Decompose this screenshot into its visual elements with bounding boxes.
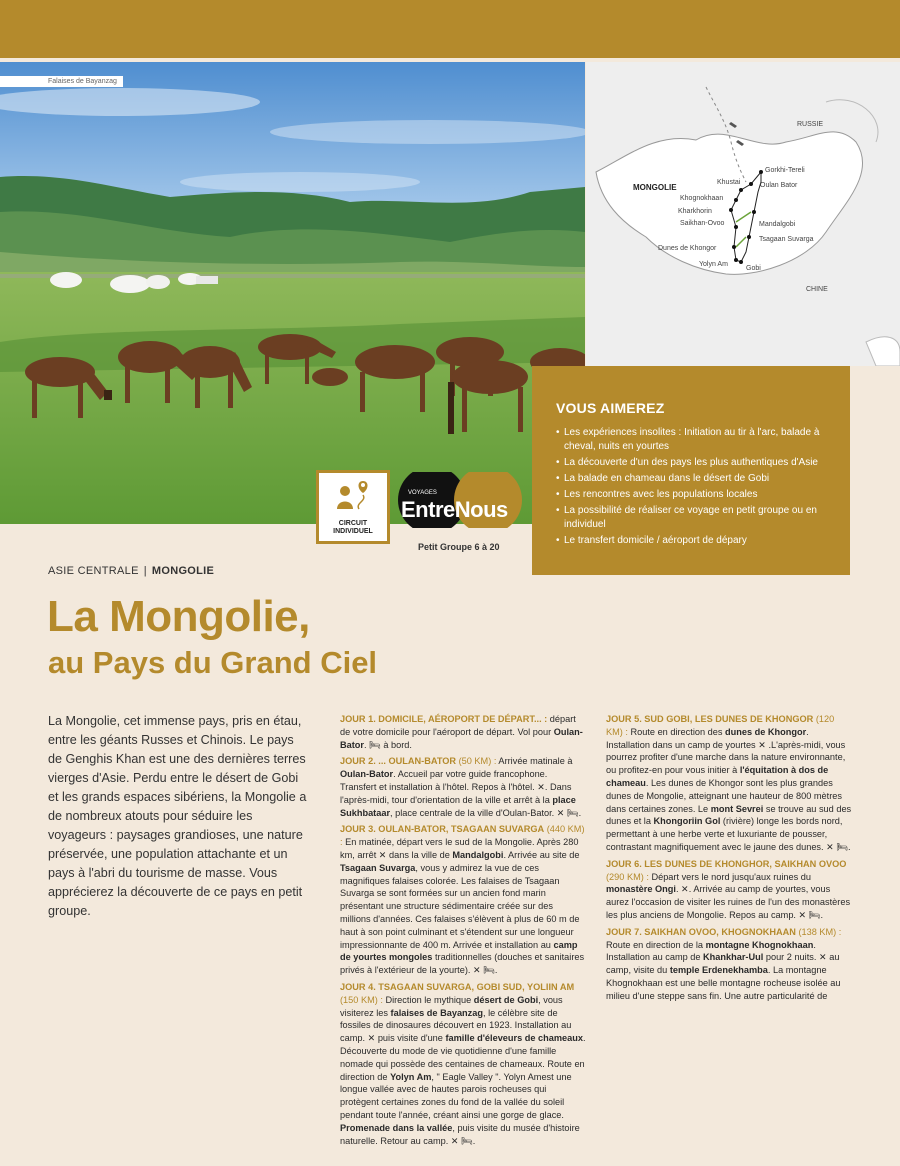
day-5: JOUR 5. SUD GOBI, LES DUNES DE KHONGOR (120 KM) : Route en direction des dunes de Khongor. Installation dans un camp de yourtes ✕ .L'après-midi, vous pourrez profiter d'une marche dans la nature environnante, ou profitez-en pour vous initier à l'équitation à dos de chameau. Les dunes de Khongor sont les plus grandes dunes de Mongolie, atteignant une hauteur de 800 mètres dans certaines zones. Le mont Sevrei se trouve au sud des dunes et la Khongoriin Gol (rivière) longe les bords nord, permettant à une herbe verte et luxuriante de pousser, contrastant magnifiquement avec le jaune des dunes. ✕ 🛏. [606, 714, 852, 852]
itinerary-column-2 [606, 713, 852, 1007]
route-map [586, 62, 900, 366]
day-6: JOUR 6. LES DUNES DE KHONGHOR, SAIKHAN OVOO (290 KM) : Départ vers le nord jusqu'aux ruines du monastère Ongi. ✕. Arrivée au camp de yourtes, vous aurez l'occasion de visiter les ruines de l'un des monastères les plus anciens de Mongolie. Repos au camp. ✕ 🛏. [606, 858, 851, 920]
list-item: • Les expériences insolites : Initiation au tir à l'arc, balade à cheval, nuits en yourtes [556, 426, 836, 454]
group-size-label: Petit Groupe 6 à 20 [418, 542, 500, 552]
map-city-label: Yolyn Am [699, 261, 728, 268]
photo-caption: Falaises de Bayanzag [0, 76, 123, 87]
breadcrumb-region: ASIE CENTRALE [48, 565, 139, 577]
page-subtitle: au Pays du Grand Ciel [48, 645, 378, 680]
map-country-label: MONGOLIE [633, 183, 677, 192]
circuit-individuel-badge [316, 470, 390, 544]
entre-word: Entre [401, 497, 455, 522]
breadcrumb-country: MONGOLIE [151, 565, 215, 577]
breadcrumb-separator: | [143, 565, 147, 577]
day-2: JOUR 2. ... OULAN-BATOR (50 KM) : Arrivée matinale à Oulan-Bator. Accueil par votre guide francophone. Transfert et installation à l'hôtel. Repos à l'hôtel. ✕. Dans l'après-midi, tour d'orientation de la ville et arrêt à la place Sukhbataar, place centrale de la ville d'Oulan-Bator. ✕ 🛏. [340, 756, 582, 818]
highlights-box [532, 366, 850, 575]
map-city-label: Khustai [717, 179, 741, 186]
day-7: JOUR 7. SAIKHAN OVOO, KHOGNOKHAAN (138 KM) : Route en direction de la montagne Khognokhaan. Installation au camp de Khankhar-Uul pour 2 nuits. ✕ au camp, visite du temple Erdenekhamba. La montagne Khognokhaan est une belle montagne rocheuse isolée au milieu d'une steppe sans fin. Une autre particularité de [606, 926, 842, 1001]
nous-word: Nous [454, 497, 508, 522]
voyages-label: VOYAGES [408, 490, 437, 496]
page-title: La Mongolie, [47, 592, 310, 641]
list-item: • La découverte d'un des pays les plus authentiques d'Asie [556, 456, 836, 470]
map-city-label: Tsagaan Suvarga [759, 236, 814, 243]
highlights-title: VOUS AIMEREZ [556, 400, 665, 416]
list-item: • La possibilité de réaliser ce voyage en petit groupe ou en individuel [556, 504, 836, 532]
top-banner [0, 0, 900, 58]
traveler-route-icon [333, 479, 373, 513]
itinerary-column-1 [340, 713, 586, 1151]
list-item: • La balade en chameau dans le désert de Gobi [556, 472, 836, 486]
map-city-label: Oulan Bator [760, 182, 798, 189]
breadcrumb [48, 565, 214, 577]
map-city-label: Gobi [746, 265, 761, 272]
day-4: JOUR 4. TSAGAAN SUVARGA, GOBI SUD, YOLIIN AM (150 KM) : Direction le mythique désert de Gobi, vous visiterez les falaises de Bayanzag, le célèbre site de fossiles de dinosaures découvert en 1923. Installation au camp. ✕ puis visite d'une famille d'éleveurs de chameaux. Découverte du mode de vie quotidienne d'une famille nomade qui possède des centaines de chameaux. Route en direction de Yolyn Am, " Eagle Valley ". Yolyn Amest une longue vallée avec de hautes parois rocheuses qui protègent certaines zones du fond de la vallée du soleil pendant toute l'année, créant ainsi une gorge de glace. Promenade dans la vallée, puis visite du musée d'histoire naturelle. Retour au camp. ✕ 🛏. [340, 981, 586, 1146]
circuit-label: CIRCUIT INDIVIDUEL [333, 520, 373, 535]
intro-paragraph: La Mongolie, cet immense pays, pris en étau, entre les géants Russes et Chinois. Le pays de Genghis Khan est une des dernières terres vierges d'Asie. Perdu entre le désert de Gobi et les grands espaces sibériens, la Mongolie a de nombreux atouts pour séduire les voyageurs : paysages grandioses, une nature préservée, une population attachante et un pays à l'abri du tourisme de masse. Vous apprécierez la découverte de ce pays en petit groupe. [48, 714, 307, 918]
map-city-label: Gorkhi-Tereli [765, 167, 805, 174]
map-city-label: Mandalgobi [759, 221, 796, 228]
map-russia-label: RUSSIE [797, 121, 824, 128]
map-china-label: CHINE [806, 286, 828, 293]
map-city-label: Dunes de Khongor [658, 245, 717, 252]
map-city-label: Kharkhorin [678, 208, 712, 215]
landscape-photo [0, 62, 585, 524]
list-item: • Le transfert domicile / aéroport de dépary [556, 534, 836, 548]
map-city-label: Saikhan-Ovoo [680, 220, 725, 227]
map-city-label: Khognokhaan [680, 195, 724, 202]
day-1: JOUR 1. DOMICILE, AÉROPORT DE DÉPART... : départ de votre domicile pour l'aéroport de départ. Vol pour Oulan-Bator. 🛏 à bord. [340, 714, 583, 750]
list-item: • Les rencontres avec les populations locales [556, 488, 836, 502]
highlights-list [556, 426, 836, 548]
day-3: JOUR 3. OULAN-BATOR, TSAGAAN SUVARGA (440 KM) : En matinée, départ vers le sud de la Mongolie. Après 280 km, arrêt ✕ dans la ville de Mandalgobi. Arrivée au site de Tsagaan Suvarga, vous y admirez la vue de ces magnifiques falaises colorée. Les falaises de Tsagaan Suvarga se sont formées sur un ancien fond marin présentant une structure sédimentaire créée sur des millions d'années. Ces falaises s'élèvent à plus de 60 m de haut à son point culminant et s'étendent sur une longueur impressionnante de 400 m. Arrivée et installation au camp de yourtes mongoles traditionnelles (douches et sanitaires privés à l'extérieur de la yourte). ✕ 🛏. [340, 824, 585, 976]
